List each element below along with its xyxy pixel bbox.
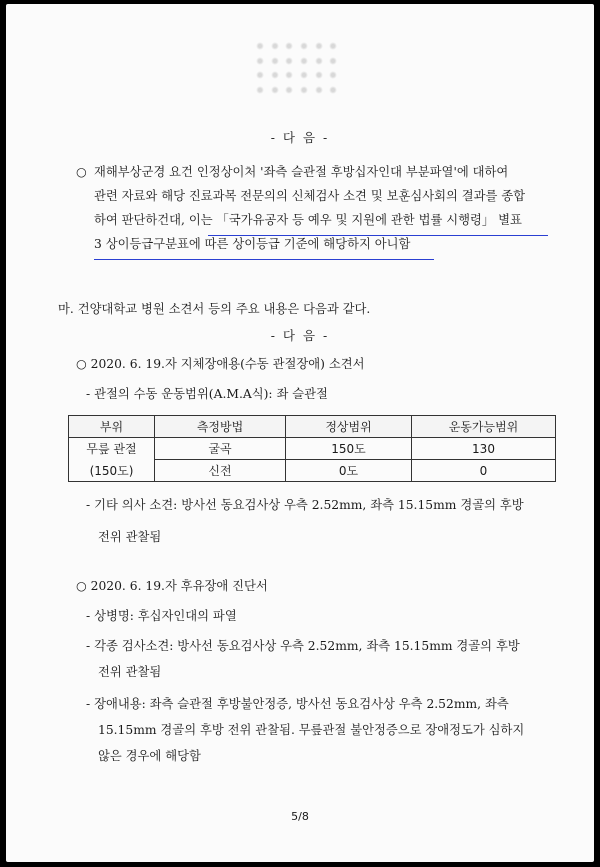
document-page (6, 4, 594, 862)
method-cell: 굴곡 (155, 438, 286, 460)
section-heading-2: - 다 음 - (270, 328, 330, 343)
method-cell: 신전 (155, 460, 286, 482)
circle-bullet: ○ (76, 165, 87, 179)
table-row (69, 438, 556, 460)
normal-cell: 150도 (286, 438, 412, 460)
rom-label: - 관절의 수동 운동범위(A.M.A식): 좌 슬관절 (86, 387, 328, 401)
conclusion-line-4: 3 상이등급구분표에 따른 상이등급 기준에 해당하지 아니함 (94, 237, 411, 251)
header-normal: 정상범위 (286, 416, 412, 438)
table-row (69, 460, 556, 482)
disability-line-3: 않은 경우에 해당함 (98, 749, 201, 763)
site-cell-line1: 무릎 관절 (69, 438, 155, 460)
report2-title: ○ 2020. 6. 19.자 후유장애 진단서 (76, 579, 268, 593)
exam-line-1: - 각종 검사소견: 방사선 동요검사상 우측 2.52mm, 좌측 15.15mm 경골의 후방 (86, 639, 520, 653)
possible-cell: 130 (412, 438, 556, 460)
section-heading-1: - 다 음 - (270, 130, 330, 145)
conclusion-line-1: 재해부상군경 요건 인정상이처 '좌측 슬관절 후방십자인대 부분파열'에 대하여 (94, 165, 509, 179)
conclusion-paragraph (76, 160, 525, 256)
conclusion-line-3: 하여 판단하건대, 이는 「국가유공자 등 예우 및 지원에 관한 법률 시행령」 별표 (94, 213, 522, 227)
other-opinion-line-2: 전위 관찰됨 (98, 530, 162, 544)
site-cell-line2: (150도) (69, 460, 155, 482)
diagnosis-line: - 상병명: 후십자인대의 파열 (86, 609, 237, 623)
disability-line-1: - 장애내용: 좌측 슬관절 후방불안정증, 방사선 동요검사상 우측 2.52mm, 좌측 (86, 697, 509, 711)
exam-line-2: 전위 관찰됨 (98, 665, 162, 679)
report1-title: ○ 2020. 6. 19.자 지체장애용(수동 관절장애) 소견서 (76, 357, 365, 371)
possible-cell: 0 (412, 460, 556, 482)
table-header-row (69, 416, 556, 438)
intro-line: 마. 건양대학교 병원 소견서 등의 주요 내용은 다음과 같다. (58, 302, 371, 316)
disability-line-2: 15.15mm 경골의 후방 전위 관찰됨. 무릎관절 불안정증으로 장애정도가 심하지 (98, 723, 525, 737)
header-possible: 운동가능범위 (412, 416, 556, 438)
highlight-underline-1 (208, 235, 548, 236)
page-number: 5/8 (291, 810, 309, 823)
rom-table (68, 415, 556, 482)
header-site: 부위 (69, 416, 155, 438)
highlight-underline-2 (94, 259, 434, 260)
faded-stamp (256, 42, 338, 94)
header-method: 측정방법 (155, 416, 286, 438)
other-opinion-line-1: - 기타 의사 소견: 방사선 동요검사상 우측 2.52mm, 좌측 15.15mm 경골의 후방 (86, 498, 524, 512)
normal-cell: 0도 (286, 460, 412, 482)
conclusion-line-2: 관련 자료와 해당 진료과목 전문의의 신체검사 소견 및 보훈심사회의 결과를 종합 (94, 189, 526, 203)
